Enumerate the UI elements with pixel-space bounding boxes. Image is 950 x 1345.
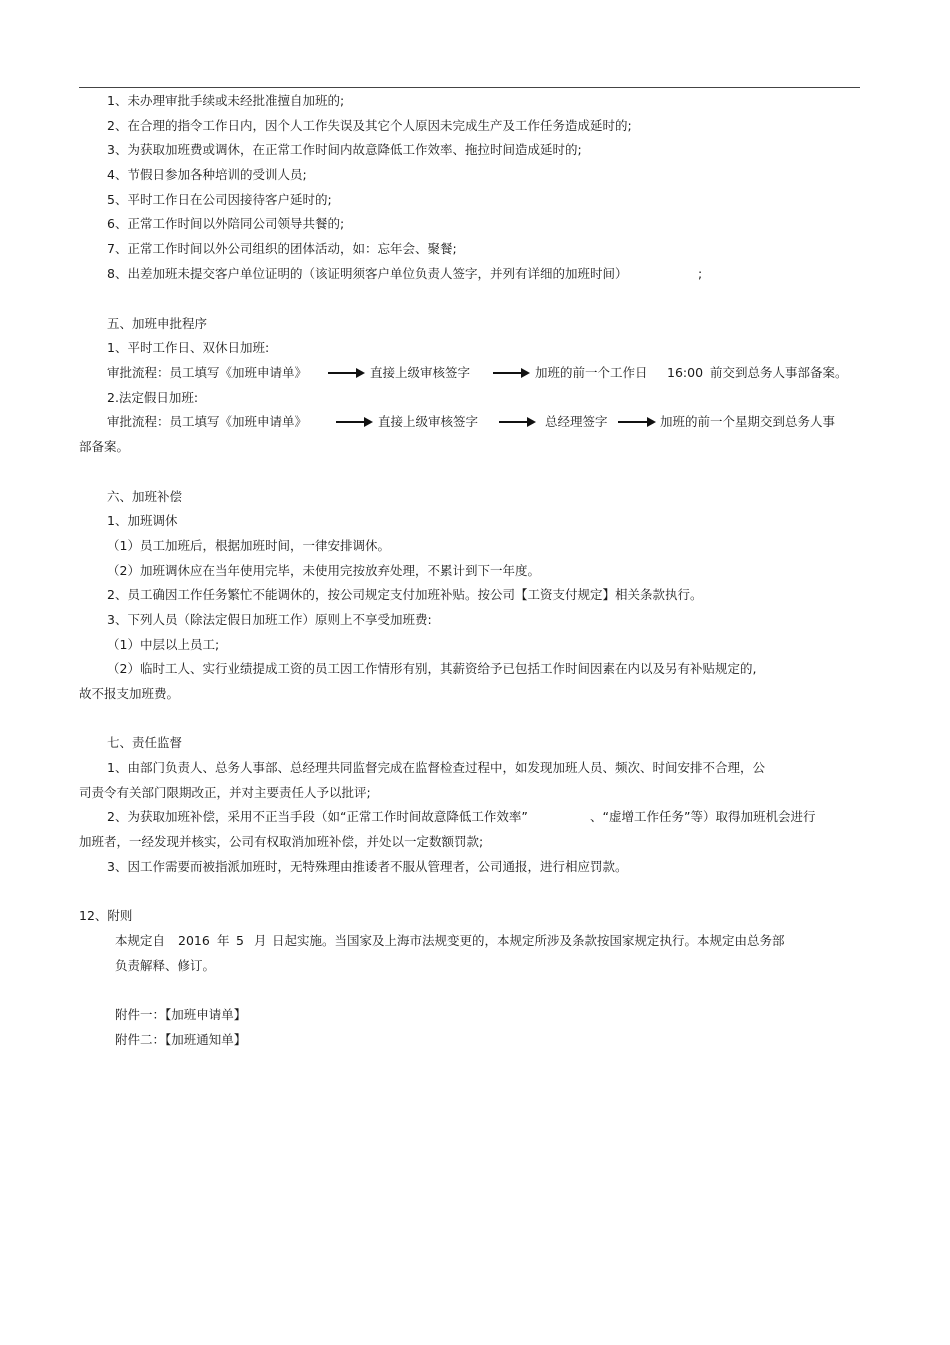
paragraph-cont: 负责解释、修订。 xyxy=(115,958,216,973)
paragraph: 2、为获取加班补偿，采用不正当手段（如“正常工作时间故意降低工作效率” xyxy=(107,809,528,824)
list-item: （2）加班调休应在当年使用完毕，未使用完按放弃处理，不累计到下一年度。 xyxy=(107,563,540,578)
list-item: 1、加班调休 xyxy=(107,513,178,528)
effective-date-start: 本规定自 xyxy=(115,933,166,948)
effective-month: 5 xyxy=(236,933,244,948)
list-item: 2、在合理的指令工作日内，因个人工作失误及其它个人原因未完成生产及工作任务造成延时的; xyxy=(107,118,632,133)
flow2-step4: 加班的前一个星期交到总务人事 xyxy=(660,414,836,429)
arrow-right-icon xyxy=(499,417,536,427)
paragraph-cont: 加班者，一经发现并核实，公司有权取消加班补偿，并处以一定数额罚款; xyxy=(79,834,484,849)
flow1-time: 16:00 xyxy=(667,365,704,380)
list-item: 8、出差加班未提交客户单位证明的（该证明须客户单位负责人签字，并列有详细的加班时间） xyxy=(107,266,628,281)
attachment-1: 附件一：【加班申请单】 xyxy=(115,1007,247,1022)
section-heading-5: 五、加班申批程序 xyxy=(107,316,208,331)
list-item: 3、下列人员（除法定假日加班工作）原则上不享受加班费: xyxy=(107,612,432,627)
section-heading-7: 七、责任监督 xyxy=(107,735,183,750)
paragraph: 日起实施。当国家及上海市法规变更的，本规定所涉及条款按国家规定执行。本规定由总务部 xyxy=(272,933,785,948)
arrow-right-icon xyxy=(618,417,656,427)
list-item: （1）中层以上员工; xyxy=(107,637,220,652)
flow2-step3: 总经理签字 xyxy=(545,414,608,429)
list-item-tail: ; xyxy=(698,266,703,281)
arrow-right-icon xyxy=(328,368,365,378)
list-item: 5、平时工作日在公司因接待客户延时的; xyxy=(107,192,332,207)
flow1-step3a: 加班的前一个工作日 xyxy=(535,365,648,380)
paragraph: 1、由部门负责人、总务人事部、总经理共同监督完成在监督检查过程中，如发现加班人员、频次、时间安排不合理，公 xyxy=(107,760,765,775)
list-item: 3、为获取加班费或调休，在正常工作时间内故意降低工作效率、拖拉时间造成延时的; xyxy=(107,142,582,157)
paragraph-part: 、“虚增工作任务”等）取得加班机会进行 xyxy=(590,809,816,824)
list-item: （2）临时工人、实行业绩提成工资的员工因工作情形有别，其薪资给予已包括工作时间因素在内以及另有补贴规定的, xyxy=(107,661,757,676)
effective-year: 2016 xyxy=(178,933,210,948)
arrow-right-icon xyxy=(336,417,373,427)
flow2-label: 审批流程：员工填写《加班申请单》 xyxy=(107,414,308,429)
list-item-cont: 故不报支加班费。 xyxy=(79,686,180,701)
section-heading-6: 六、加班补偿 xyxy=(107,489,183,504)
list-item: 2、员工确因工作任务繁忙不能调休的，按公司规定支付加班补贴。按公司【工资支付规定】相关条款执行。 xyxy=(107,587,703,602)
effective-year-unit: 年 xyxy=(217,933,230,948)
flow1-label: 审批流程：员工填写《加班申请单》 xyxy=(107,365,308,380)
list-item: 1、未办理审批手续或未经批准擅自加班的; xyxy=(107,93,345,108)
list-item: 4、节假日参加各种培训的受训人员; xyxy=(107,167,307,182)
sub-heading: 2.法定假日加班: xyxy=(107,390,199,405)
flow1-step2: 直接上级审核签字 xyxy=(370,365,471,380)
paragraph: 3、因工作需要而被指派加班时，无特殊理由推诿者不服从管理者，公司通报，进行相应罚款。 xyxy=(107,859,628,874)
list-item: （1）员工加班后，根据加班时间，一律安排调休。 xyxy=(107,538,390,553)
header-rule xyxy=(79,87,860,88)
flow2-step2: 直接上级审核签字 xyxy=(378,414,479,429)
paragraph-cont: 司责令有关部门限期改正，并对主要责任人予以批评; xyxy=(79,785,371,800)
effective-month-unit: 月 xyxy=(254,933,267,948)
list-item: 6、正常工作时间以外陪同公司领导共餐的; xyxy=(107,216,345,231)
section-heading-12: 12、附则 xyxy=(79,908,133,923)
list-item: 7、正常工作时间以外公司组织的团体活动，如：忘年会、聚餐; xyxy=(107,241,457,256)
sub-heading: 1、平时工作日、双休日加班: xyxy=(107,340,270,355)
attachment-2: 附件二：【加班通知单】 xyxy=(115,1032,247,1047)
flow2-cont: 部备案。 xyxy=(79,439,130,454)
arrow-right-icon xyxy=(493,368,530,378)
flow1-step3b: 前交到总务人事部备案。 xyxy=(710,365,848,380)
